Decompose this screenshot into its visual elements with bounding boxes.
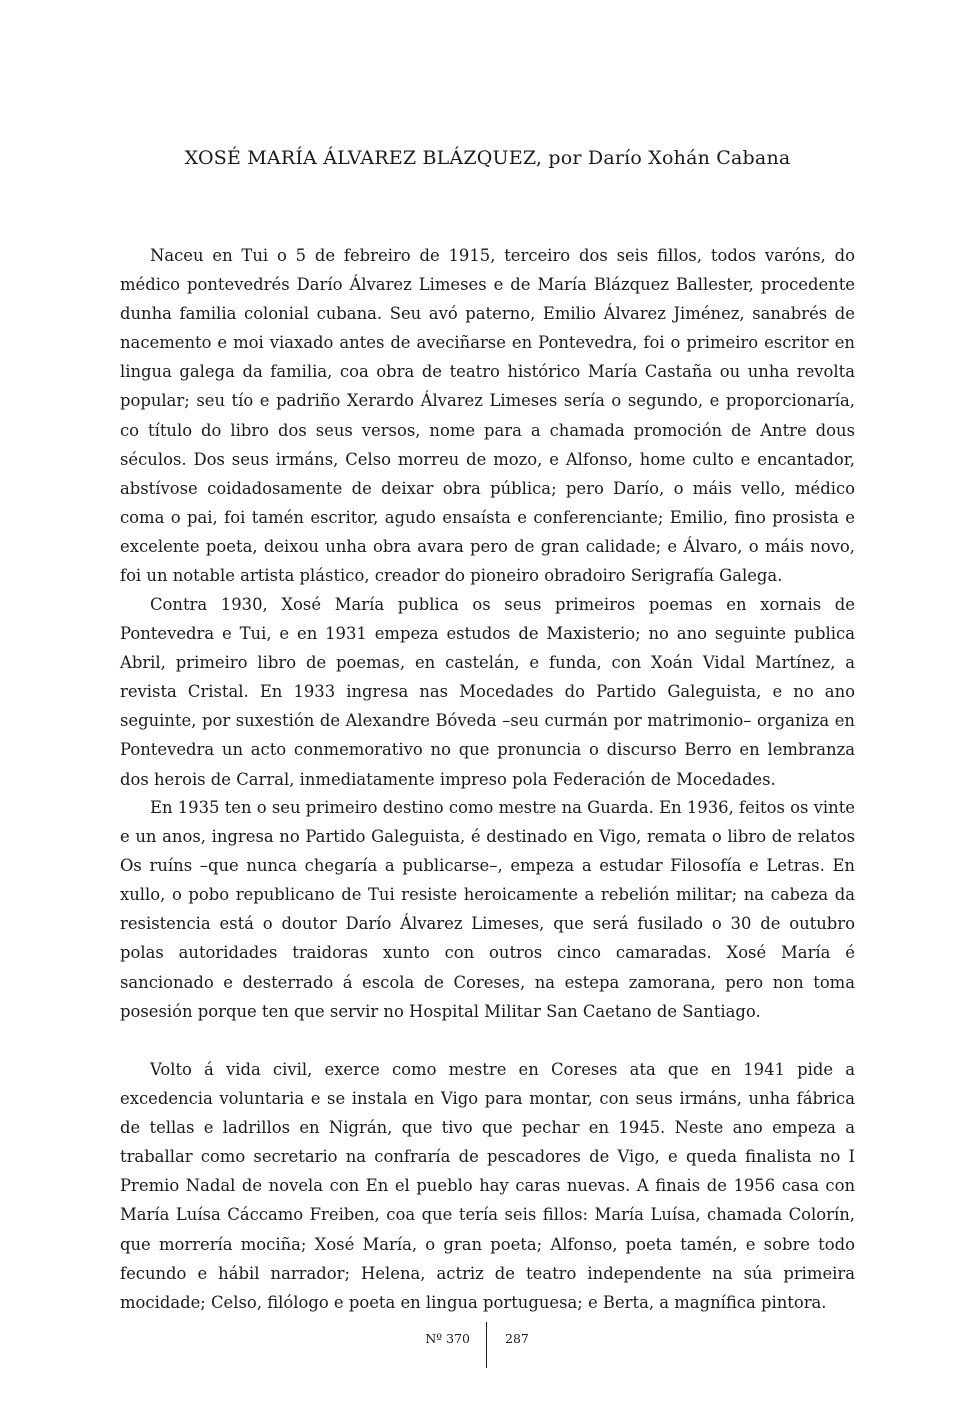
paragraph: Contra 1930, Xosé María publica os seus primeiros poemas en xornais de Pontevedra e Tui, e en 1931 empeza estudos de Maxisterio; no ano seguinte publica Abril, primeiro libro de poemas, en castelán, e funda, con Xoán Vidal Martínez, a revista Cristal. En 1933 ingresa nas Mocedades do Partido Galeguista, e no ano seguinte, por suxestión de Alexandre Bóveda –seu curmán por matrimonio– organiza en Pontevedra un acto conmemorativo no que pronuncia o discurso Berro en lembranza dos herois de Carral, inmediatamente impreso pola Federación de Mocedades.	[120, 595, 855, 789]
page-title: XOSÉ MARÍA ÁLVAREZ BLÁZQUEZ, por Darío Xohán Cabana	[184, 147, 791, 169]
page-footer	[0, 1322, 975, 1370]
paragraph: Volto á vida civil, exerce como mestre en Coreses ata que en 1941 pide a excedencia voluntaria e se instala en Vigo para montar, con seus irmáns, unha fábrica de tellas e ladrillos en Nigrán, que tivo que pechar en 1945. Neste ano empeza a traballar como secretario na confraría de pescadores de Vigo, e queda finalista no I Premio Nadal de novela con En el pueblo hay caras nuevas. A finais de 1956 casa con María Luísa Cáccamo Freiben, coa que tería seis fillos: María Luísa, chamada Colorín, que morrería mociña; Xosé María, o gran poeta; Alfonso, poeta tamén, e sobre todo fecundo e hábil narrador; Helena, actriz de teatro independente na súa primeira mocidade; Celso, filólogo e poeta en lingua portuguesa; e Berta, a magnífica pintora.	[120, 1060, 855, 1312]
page-number: 287	[505, 1331, 529, 1346]
paragraph: Naceu en Tui o 5 de febreiro de 1915, terceiro dos seis fillos, todos varóns, do médico pontevedrés Darío Álvarez Limeses e de María Blázquez Ballester, procedente dunha familia colonial cubana. Seu avó paterno, Emilio Álvarez Jiménez, sanabrés de nacemento e moi viaxado antes de aveciñarse en Pontevedra, foi o primeiro escritor en lingua galega da familia, coa obra de teatro histórico María Castaña ou unha revolta popular; seu tío e padriño Xerardo Álvarez Limeses sería o segundo, e proporcionaría, co título do libro dos seus versos, nome para a chamada promoción de Antre dous séculos. Dos seus irmáns, Celso morreu de mozo, e Alfonso, home culto e encantador, abstívose coidadosamente de deixar obra pública; pero Darío, o máis vello, médico coma o pai, foi tamén escritor, agudo ensaísta e conferenciante; Emilio, fino prosista e excelente poeta, deixou unha obra avara pero de gran calidade; e Álvaro, o máis novo, foi un notable artista plástico, creador do pioneiro obradoiro Serigrafía Galega.	[120, 246, 855, 586]
footer-divider	[486, 1322, 487, 1368]
issue-number: Nº 370	[425, 1331, 470, 1346]
paragraph: En 1935 ten o seu primeiro destino como mestre na Guarda. En 1936, feitos os vinte e un anos, ingresa no Partido Galeguista, é destinado en Vigo, remata o libro de relatos Os ruíns –que nunca chegaría a publicarse–, empeza a estudar Filosofía e Letras. En xullo, o pobo republicano de Tui resiste heroicamente a rebelión militar; na cabeza da resistencia está o doutor Darío Álvarez Limeses, que será fusilado o 30 de outubro polas autoridades traidoras xunto con outros cinco camaradas. Xosé María é sancionado e desterrado á escola de Coreses, na estepa zamorana, pero non toma posesión porque ten que servir no Hospital Militar San Caetano de Santiago.	[120, 798, 855, 1021]
article-body	[120, 241, 855, 1317]
